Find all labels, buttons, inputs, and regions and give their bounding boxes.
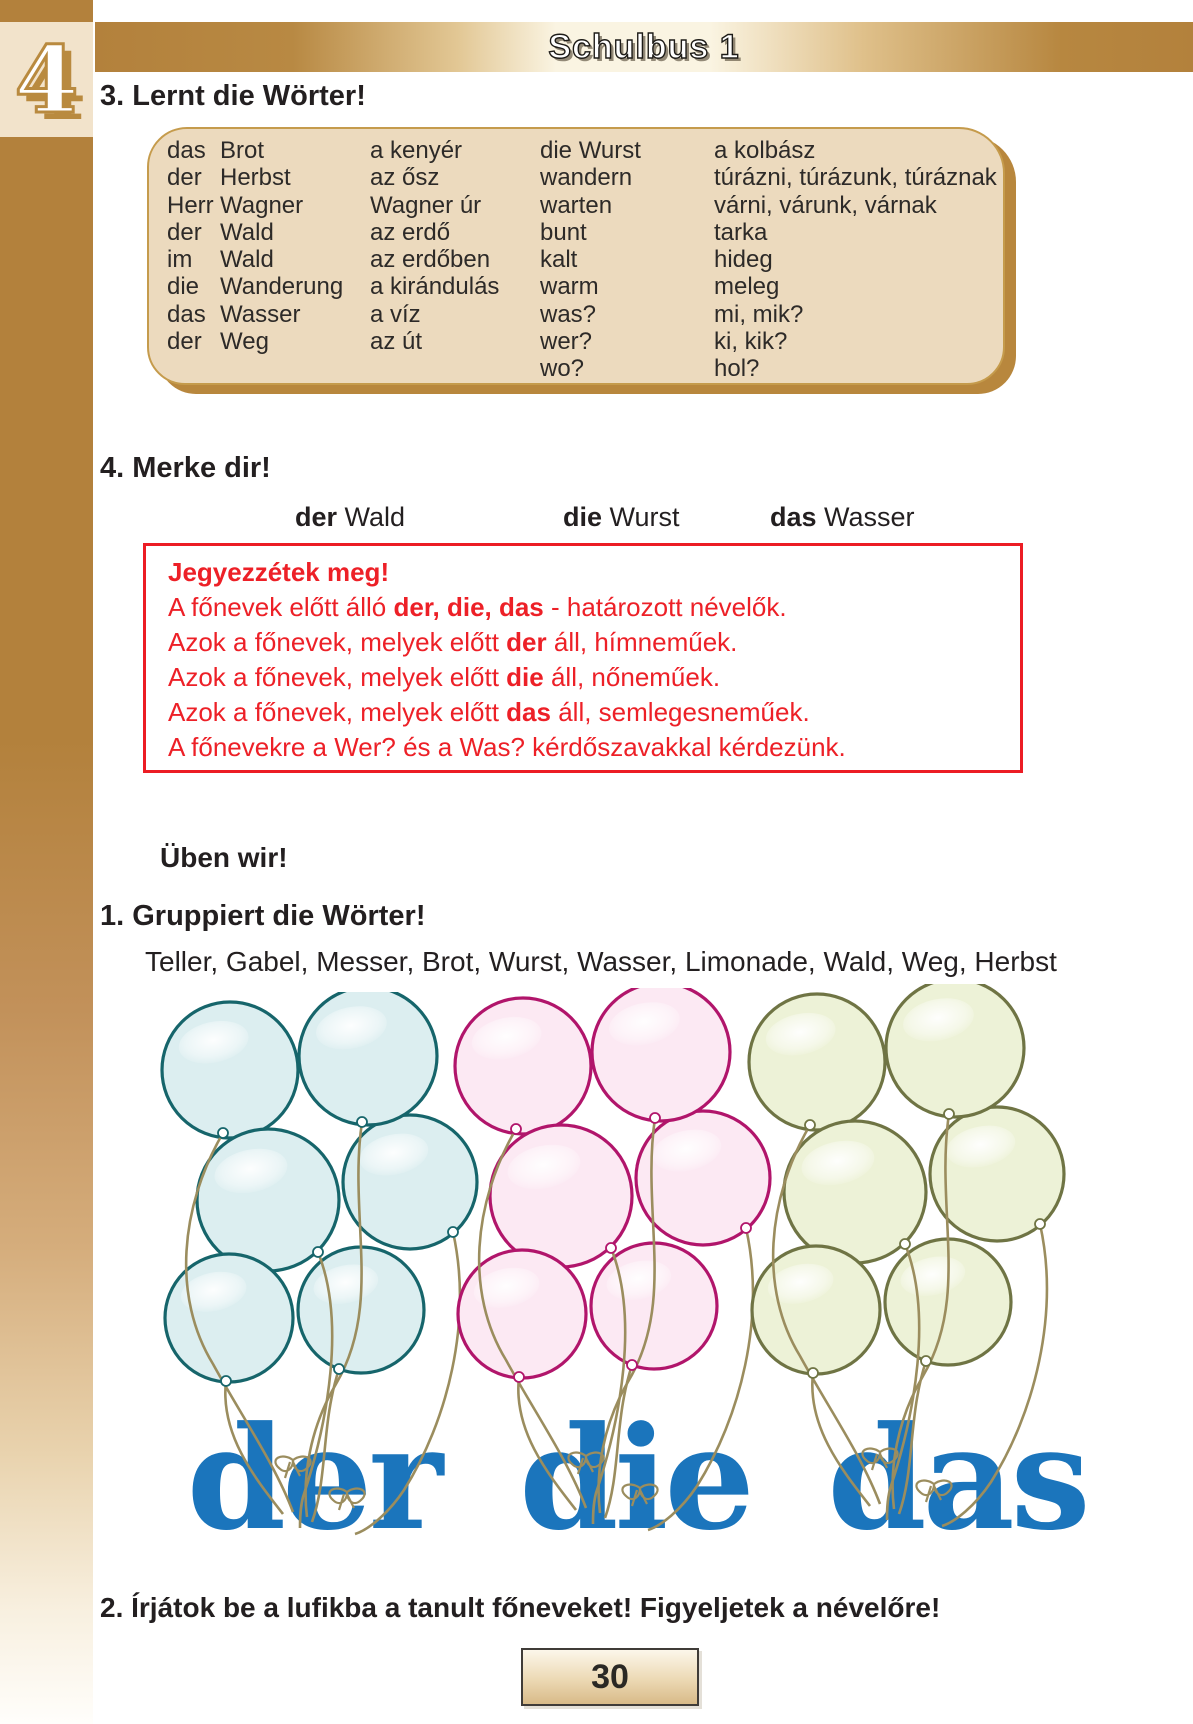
string-bow [329,1488,364,1510]
balloon-knot [1035,1219,1045,1229]
note-line: Azok a főnevek, melyek előtt der áll, hímneműek. [168,627,738,657]
note-line: Jegyezzétek meg! [168,557,390,587]
vocab-cell: die Wurst [540,137,641,164]
grammar-note-lines [168,555,1020,765]
vocab-cell: Herbst [220,164,291,192]
vocab-box [147,127,1005,385]
balloon-knot [921,1356,931,1366]
balloon-string [605,1365,632,1518]
vocab-cell: Wald [220,218,274,246]
note-line: Azok a főnevek, melyek előtt das áll, semlegesneműek. [168,697,810,727]
vocab-cell: der [167,164,202,192]
balloon-knot [511,1124,521,1134]
corner-gold-block [0,0,93,22]
vocab-cell: a kirándulás [370,273,500,301]
vocab-cell: az erdőben [370,246,491,274]
vocab-cell: die [167,273,200,301]
vocab-row [167,328,1003,355]
vocab-row [167,164,1003,191]
balloon-knot [627,1360,637,1370]
balloon-knot [357,1117,367,1127]
vocab-cell: a kenyér [370,137,463,164]
page-title: Schulbus 1 [548,28,740,66]
vocab-cell: Weg [220,328,269,356]
note-line: Azok a főnevek, melyek előtt die áll, nőneműek. [168,662,721,692]
vocab-cell: tarka [714,218,768,246]
vocab-cell: der [167,328,202,356]
vocab-cell: wandern [540,164,633,192]
balloon-knot [650,1113,660,1123]
vocab-row [167,246,1003,273]
vocab-cell: Wald [220,246,274,274]
vocab-cell: Wagner [220,191,304,219]
vocab-cell: Wasser [220,300,301,328]
page-number: 30 [591,1657,629,1696]
vocab-cell: ki, kik? [714,328,788,356]
vocab-cell: az erdő [370,218,451,246]
page-number-box [521,1648,699,1706]
vocab-cell: wo? [540,355,585,383]
unit-number: 4 [14,25,79,134]
vocab-cell: was? [540,300,597,328]
vocab-cell: bunt [540,218,587,246]
vocab-row [167,192,1003,219]
vocab-row [167,273,1003,300]
balloon-knot [218,1128,228,1138]
vocab-cell: Brot [220,137,265,164]
task1-heading: 1. Gruppiert die Wörter! [100,900,426,932]
vocab-cell: Wanderung [220,273,344,301]
vocab-cell: mi, mik? [714,300,804,328]
vocab-row [167,219,1003,246]
vocab-cell: az út [370,328,423,356]
vocab-cell: a kolbász [714,137,816,164]
vocab-cell: wer? [540,328,593,356]
string-bow [916,1480,951,1502]
vocab-row [167,355,1003,382]
vocab-cell: meleg [714,273,780,301]
grammar-note-box [143,543,1023,773]
article-example: das Wasser [770,502,915,532]
vocab-cell: das [167,300,206,328]
balloon-knot [944,1109,954,1119]
vocab-cell: im [167,246,193,274]
balloon-cluster-das [737,984,1067,1544]
unit-number-box [0,22,93,137]
vocab-cell: das [167,137,206,164]
balloon-string [899,1361,926,1514]
balloon-knot [221,1376,231,1386]
vocab-cell: warten [540,191,613,219]
article-examples-row [0,502,1193,538]
article-label-das: das [827,1396,1087,1562]
article-label-die: die [519,1396,751,1562]
section-heading-lernt: 3. Lernt die Wörter! [100,80,366,112]
vocab-cell: der [167,218,202,246]
string-bow [622,1484,657,1506]
vocab-cell: a víz [370,300,421,328]
balloon-knot [900,1239,910,1249]
balloon-cluster-die [443,988,773,1562]
balloon-knot [606,1243,616,1253]
article-example: die Wurst [563,502,680,532]
sidebar-gradient-strip [0,137,93,1724]
vocab-cell: várni, várunk, várnak [714,191,937,219]
vocab-cell: Herr [167,191,214,219]
vocab-row [167,301,1003,328]
vocab-cell: warm [540,273,599,301]
header-bar [95,22,1193,72]
vocab-row [167,137,1003,164]
heading-ueben-wir: Üben wir! [160,842,288,873]
balloon-knot [313,1247,323,1257]
task2-heading: 2. Írjátok be a lufikba a tanult főneveket! Figyeljetek a névelőre! [100,1592,941,1623]
note-line: A főnevek előtt álló der, die, das - határozott névelők. [168,592,787,622]
vocab-cell: kalt [540,246,578,274]
balloon-knot [334,1364,344,1374]
section-heading-merke: 4. Merke dir! [100,452,271,484]
balloon-string [312,1369,339,1522]
article-label-der: der [186,1396,440,1562]
vocab-table [167,137,1003,383]
vocab-cell: az ősz [370,164,440,192]
task1-word-list: Teller, Gabel, Messer, Brot, Wurst, Wasser, Limonade, Wald, Weg, Herbst [145,946,1057,977]
balloon-cluster-der [150,992,480,1562]
vocab-cell: hol? [714,355,760,383]
note-line: A főnevekre a Wer? és a Was? kérdőszavakkal kérdezünk. [168,732,846,762]
balloon-knot [808,1368,818,1378]
balloon-knot [514,1372,524,1382]
vocab-cell: túrázni, túrázunk, túráznak [714,164,997,192]
article-example: der Wald [295,502,406,532]
balloon-knot [805,1120,815,1130]
vocab-cell: hideg [714,246,773,274]
vocab-cell: Wagner úr [370,191,482,219]
